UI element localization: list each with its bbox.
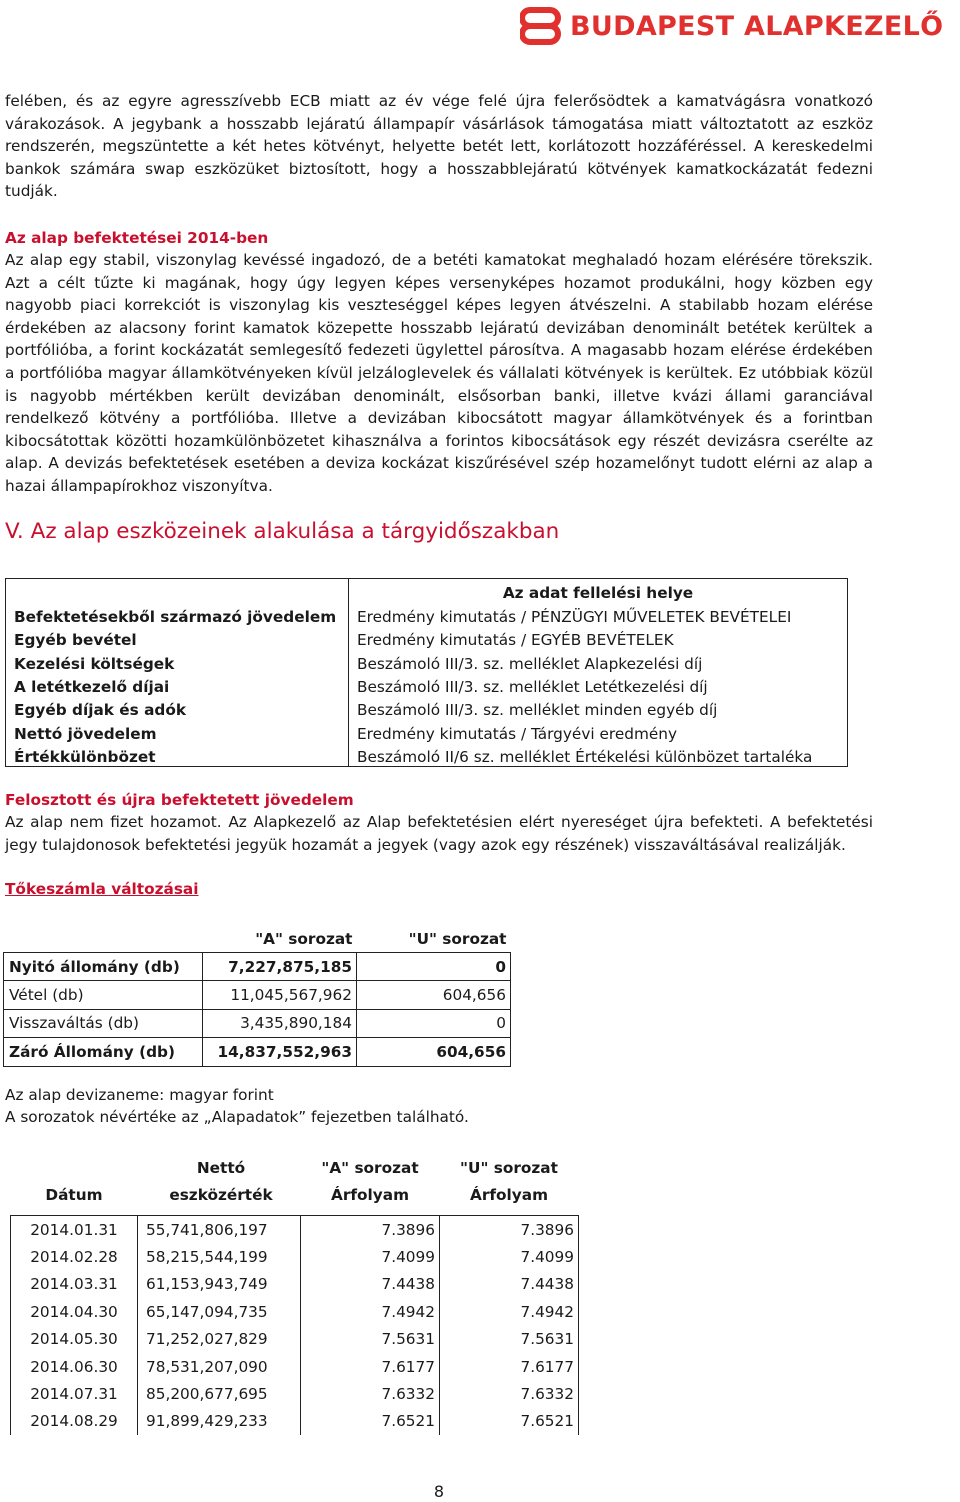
table-row — [6, 649, 848, 672]
table-row — [6, 626, 848, 649]
capital-row-label: Vétel (db) — [4, 981, 203, 1009]
nav-u-price: 7.6332 — [440, 1380, 579, 1407]
capital-u-value: 604,656 — [357, 1038, 511, 1066]
nav-value: 61,153,943,749 — [138, 1271, 301, 1298]
table-row — [11, 1353, 579, 1380]
nav-a-price: 7.3896 — [301, 1216, 440, 1244]
nav-u-price: 7.4942 — [440, 1298, 579, 1325]
investments-paragraph: Az alap egy stabil, viszonylag kevéssé ingadozó, de a betéti kamatokat meghaladó hozam elérésére törekszik. Azt a célt tűzte ki magának, hogy úgy legyen képes versenyképes hozamot produkálni, hogy közben egy nagyobb piaci korrekciót is viszonylag kis veszteséggel képes legyen átvészelni. A stabilabb hozam elérése érdekében az alacsony forint kamatok közepette hosszabb lejáratú devizában denominált betétek kerültek a portfólióba, a forint kockázatát semlegesítő fedezeti ügylettel párosítva. A magasabb hozam elérése érdekében a portfólióba magyar államkötvényeken kívül jelzáloglevelek és vállalati kötvények is kerültek. Ez utóbbiak közül is nagyobb mértékben került devizában denominált, elsősorban banki, illetve kvázi állami garanciával rendelkező kötvény a portfólióba. Illetve a devizában kibocsátott magyar államkötvények és a forintban kibocsátottak közötti hozamkülönbözetet kihasználva a forintos kibocsátások egy részét devizásra cserélte az alap. A devizás befektetések esetében a deviza kockázat kiszűrésével szép hozamelőnyt tudott elérni az alap a hazai állampapírokhoz viszonyítva. — [5, 251, 873, 495]
nav-header-u-price: "U" sorozat Árfolyam — [440, 1155, 579, 1216]
nav-header-a-price: "A" sorozat Árfolyam — [301, 1155, 440, 1216]
nav-a-price: 7.6177 — [301, 1353, 440, 1380]
nav-value: 85,200,677,695 — [138, 1380, 301, 1407]
nav-a-price: 7.5631 — [301, 1326, 440, 1353]
logo-icon — [520, 6, 562, 46]
table-row — [11, 1216, 579, 1244]
table-row — [4, 953, 511, 981]
source-item: Nettó jövedelem — [6, 719, 349, 742]
nav-a-price: 7.4438 — [301, 1271, 440, 1298]
source-item: Egyéb bevétel — [6, 626, 349, 649]
nav-value: 78,531,207,090 — [138, 1353, 301, 1380]
source-item: Befektetésekből származó jövedelem — [6, 602, 349, 625]
nav-a-price: 7.6332 — [301, 1380, 440, 1407]
nav-value: 65,147,094,735 — [138, 1298, 301, 1325]
investments-heading: Az alap befektetései 2014-ben — [5, 229, 269, 247]
nav-u-price: 7.3896 — [440, 1216, 579, 1244]
nav-date: 2014.08.29 — [11, 1408, 138, 1435]
nav-date: 2014.05.30 — [11, 1326, 138, 1353]
capital-account-table — [3, 926, 511, 1067]
nav-u-price: 7.5631 — [440, 1326, 579, 1353]
table-row — [4, 1038, 511, 1066]
table-row — [11, 1243, 579, 1270]
table-row — [11, 1326, 579, 1353]
table-row — [6, 673, 848, 696]
nav-date: 2014.03.31 — [11, 1271, 138, 1298]
capital-a-value: 7,227,875,185 — [203, 953, 357, 981]
nav-u-price: 7.6521 — [440, 1408, 579, 1435]
table-row — [6, 743, 848, 767]
table-row — [11, 1271, 579, 1298]
nav-header-net-asset: Nettó eszközérték — [138, 1155, 301, 1216]
source-location: Beszámoló III/3. sz. melléklet Letétkezelési díj — [349, 673, 848, 696]
table-row — [4, 981, 511, 1009]
capital-u-value: 0 — [357, 953, 511, 981]
capital-u-value: 0 — [357, 1009, 511, 1037]
face-value-note: A sorozatok névértéke az „Alapadatok” fejezetben található. — [5, 1108, 469, 1126]
logo-text: BUDAPEST ALAPKEZELŐ — [570, 10, 944, 42]
nav-a-price: 7.4099 — [301, 1243, 440, 1270]
nav-date: 2014.02.28 — [11, 1243, 138, 1270]
nav-u-price: 7.4099 — [440, 1243, 579, 1270]
capital-row-label: Nyitó állomány (db) — [4, 953, 203, 981]
capital-col-a: "A" sorozat — [255, 930, 353, 948]
capital-heading: Tőkeszámla változásai — [5, 880, 199, 898]
nav-date: 2014.04.30 — [11, 1298, 138, 1325]
nav-value: 91,899,429,233 — [138, 1408, 301, 1435]
nav-date: 2014.01.31 — [11, 1216, 138, 1244]
capital-table-corner — [4, 926, 203, 953]
nav-date: 2014.07.31 — [11, 1380, 138, 1407]
source-location: Eredmény kimutatás / EGYÉB BEVÉTELEK — [349, 626, 848, 649]
source-location: Beszámoló III/3. sz. melléklet minden egyéb díj — [349, 696, 848, 719]
capital-col-u: "U" sorozat — [408, 930, 507, 948]
source-item: Értékkülönbözet — [6, 743, 349, 767]
source-location: Eredmény kimutatás / PÉNZÜGYI MŰVELETEK BEVÉTELEI — [349, 602, 848, 625]
source-table-corner — [6, 579, 349, 603]
data-source-table — [5, 578, 848, 767]
source-item: Egyéb díjak és adók — [6, 696, 349, 719]
capital-row-label: Záró Állomány (db) — [4, 1038, 203, 1066]
source-location: Beszámoló II/6 sz. melléklet Értékelési különbözet tartaléka — [349, 743, 848, 767]
nav-value: 55,741,806,197 — [138, 1216, 301, 1244]
source-location: Eredmény kimutatás / Tárgyévi eredmény — [349, 719, 848, 742]
nav-u-price: 7.4438 — [440, 1271, 579, 1298]
table-row — [11, 1380, 579, 1407]
capital-a-value: 11,045,567,962 — [203, 981, 357, 1009]
nav-a-price: 7.6521 — [301, 1408, 440, 1435]
source-location: Beszámoló III/3. sz. melléklet Alapkezelési díj — [349, 649, 848, 672]
nav-u-price: 7.6177 — [440, 1353, 579, 1380]
table-row — [11, 1408, 579, 1435]
table-row — [4, 1009, 511, 1037]
capital-u-value: 604,656 — [357, 981, 511, 1009]
page-number: 8 — [433, 1482, 445, 1501]
nav-value: 58,215,544,199 — [138, 1243, 301, 1270]
nav-table — [10, 1155, 579, 1435]
table-row — [11, 1298, 579, 1325]
distributed-heading: Felosztott és újra befektetett jövedelem — [5, 791, 354, 809]
capital-a-value: 3,435,890,184 — [203, 1009, 357, 1037]
intro-paragraph: felében, és az egyre agresszívebb ECB miatt az év vége felé újra felerősödtek a kamatvágásra vonatkozó várakozások. A jegybank a hosszabb lejáratú állampapír vásárlások támogatása miatt változtatott az eszköz rendszerén, megszüntette a két hetes kötvényt, helyette betét lett, korlátozott hozzáféréssel. A kereskedelmi bankok számára swap eszközüket biztosított, hogy a hosszabblejáratú kötvények kamatkockázatát fedezni tudják. — [5, 92, 873, 201]
source-item: A letétkezelő díjai — [6, 673, 349, 696]
nav-date: 2014.06.30 — [11, 1353, 138, 1380]
distributed-paragraph: Az alap nem fizet hozamot. Az Alapkezelő az Alap befektetésien elért nyereséget újra befekteti. A befektetési jegy tulajdonosok befektetési jegyük hozamát a jegyek (vagy azok egy részének) visszaváltásával realizálják. — [5, 813, 873, 854]
section-title: V. Az alap eszközeinek alakulása a tárgyidőszakban — [5, 519, 560, 544]
table-row — [6, 602, 848, 625]
capital-a-value: 14,837,552,963 — [203, 1038, 357, 1066]
table-row — [6, 719, 848, 742]
nav-header-date: Dátum — [11, 1155, 138, 1216]
source-item: Kezelési költségek — [6, 649, 349, 672]
capital-row-label: Visszaváltás (db) — [4, 1009, 203, 1037]
company-logo — [520, 6, 960, 46]
source-table-header: Az adat fellelési helye — [349, 579, 848, 603]
nav-a-price: 7.4942 — [301, 1298, 440, 1325]
currency-note: Az alap devizaneme: magyar forint — [5, 1086, 274, 1104]
nav-value: 71,252,027,829 — [138, 1326, 301, 1353]
table-row — [6, 696, 848, 719]
